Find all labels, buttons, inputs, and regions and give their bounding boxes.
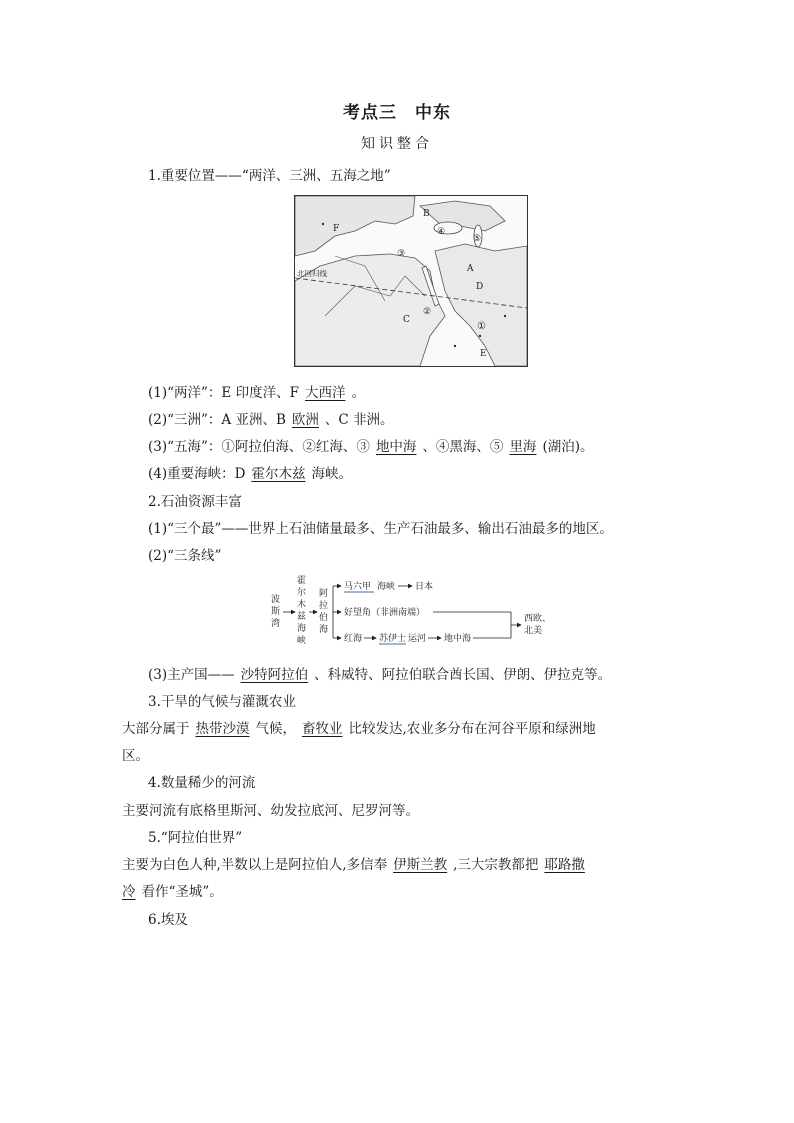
answer-europe: 欧洲	[291, 412, 319, 428]
heading-egypt: 6.埃及	[148, 912, 188, 928]
flow-japan: 日本	[415, 582, 434, 592]
map-label-2: ②	[423, 307, 432, 317]
line-climate-2: 区。	[122, 748, 149, 764]
text: 海峡。	[311, 466, 352, 482]
text: 、科威特、阿拉伯联合酋长国、伊朗、伊拉克等。	[314, 667, 612, 683]
flow-strait-word: 海峡	[377, 582, 396, 592]
flow-strait-5: 海	[297, 624, 307, 634]
flow-sea-1: 阿	[319, 589, 329, 599]
map-label-a: A	[467, 264, 474, 274]
flow-dest-1: 西欧、	[524, 614, 552, 624]
text: (2)“三洲”：A 亚洲、B	[148, 412, 286, 428]
map-label-tropic: 北回归线	[297, 269, 327, 278]
line-arab-world-2	[122, 880, 223, 900]
text: (3)“五海”：①阿拉伯海、②红海、③	[148, 439, 370, 455]
line-three-continents	[148, 408, 394, 428]
flow-cape: 好望角（非洲南端）	[344, 608, 426, 618]
map-label-c: C	[403, 315, 410, 325]
flow-med: 地中海	[444, 634, 472, 644]
map-label-f: F	[333, 224, 340, 234]
text: 比较发达,农业多分布在河谷平原和绿洲地	[348, 721, 596, 737]
text: 、C 非洲。	[324, 412, 394, 428]
page-title: 考点三 中东	[343, 103, 451, 123]
heading-rivers: 4.数量稀少的河流	[148, 775, 256, 791]
flow-red-sea: 红海	[344, 634, 363, 644]
line-three-most: (1)“三个最”——世界上石油储量最多、生产石油最多、输出石油最多的地区。	[148, 521, 613, 537]
line-rivers: 主要河流有底格里斯河、幼发拉底河、尼罗河等。	[122, 803, 419, 819]
flow-strait-2: 尔	[297, 588, 307, 598]
answer-atlantic: 大西洋	[304, 385, 346, 401]
middle-east-map	[294, 195, 528, 367]
text: (3)主产国——	[148, 667, 235, 683]
answer-jerusalem-b: 冷	[122, 884, 136, 900]
map-label-d: D	[476, 282, 484, 292]
text: 主要为白色人种,半数以上是阿拉伯人,多信奉	[122, 857, 388, 873]
answer-hormuz: 霍尔木兹	[251, 466, 306, 482]
heading-location: 1.重要位置——“两洋、三洲、五海之地”	[148, 168, 391, 184]
answer-mediterranean: 地中海	[375, 439, 417, 455]
oil-route-diagram	[265, 572, 565, 650]
text: 看作“圣城”。	[141, 884, 223, 900]
text: 、④黑海、⑤	[422, 439, 504, 455]
answer-caspian: 里海	[509, 439, 537, 455]
map-label-3: ③	[397, 249, 406, 259]
flow-sea-4: 海	[319, 625, 329, 635]
flow-start-3: 湾	[271, 619, 281, 629]
section-subtitle: 知识整合	[361, 136, 433, 152]
map-label-5: ⑤	[473, 234, 482, 244]
line-arab-world	[122, 853, 591, 873]
line-climate	[122, 717, 596, 737]
map-label-1: ①	[477, 321, 486, 332]
text: (1)“两洋”：E 印度洋、F	[148, 385, 299, 401]
flow-strait-4: 兹	[297, 612, 307, 622]
answer-desert: 热带沙漠	[195, 721, 250, 737]
text: (4)重要海峡：D	[148, 466, 246, 482]
line-two-oceans	[148, 381, 365, 401]
heading-arab-world: 5.“阿拉伯世界”	[148, 830, 243, 846]
line-five-seas	[148, 435, 593, 455]
flow-sea-2: 拉	[319, 601, 329, 611]
text: (湖泊)。	[542, 439, 594, 455]
map-label-e: E	[480, 349, 487, 359]
flow-start-2: 斯	[271, 607, 281, 617]
map-figure	[295, 196, 527, 366]
flow-canal: 运河	[408, 634, 427, 644]
line-three-routes: (2)“三条线”	[148, 548, 222, 564]
line-producers	[148, 663, 611, 683]
answer-jerusalem-a: 耶路撒	[544, 857, 585, 873]
heading-oil: 2.石油资源丰富	[148, 494, 242, 510]
heading-climate: 3.干旱的气候与灌溉农业	[148, 694, 296, 710]
answer-livestock: 畜牧业	[302, 721, 343, 737]
map-label-4: ④	[437, 227, 446, 237]
flow-suez: 苏伊士	[379, 634, 407, 644]
answer-saudi: 沙特阿拉伯	[240, 667, 309, 683]
text: 气候，	[255, 721, 296, 737]
text: 大部分属于	[122, 721, 190, 737]
text: 。	[351, 385, 365, 401]
line-strait	[148, 462, 352, 482]
flow-strait-1: 霍	[297, 576, 307, 586]
flow-start-1: 波	[271, 595, 281, 605]
flow-sea-3: 伯	[319, 613, 329, 623]
flow-strait-3: 木	[297, 600, 307, 610]
answer-islam: 伊斯兰教	[393, 857, 448, 873]
map-label-b: B	[423, 209, 430, 219]
flow-dest-2: 北美	[524, 626, 543, 636]
flow-malacca: 马六甲	[344, 582, 372, 592]
flow-strait-6: 峡	[297, 636, 307, 646]
text: ,三大宗教都把	[453, 857, 539, 873]
